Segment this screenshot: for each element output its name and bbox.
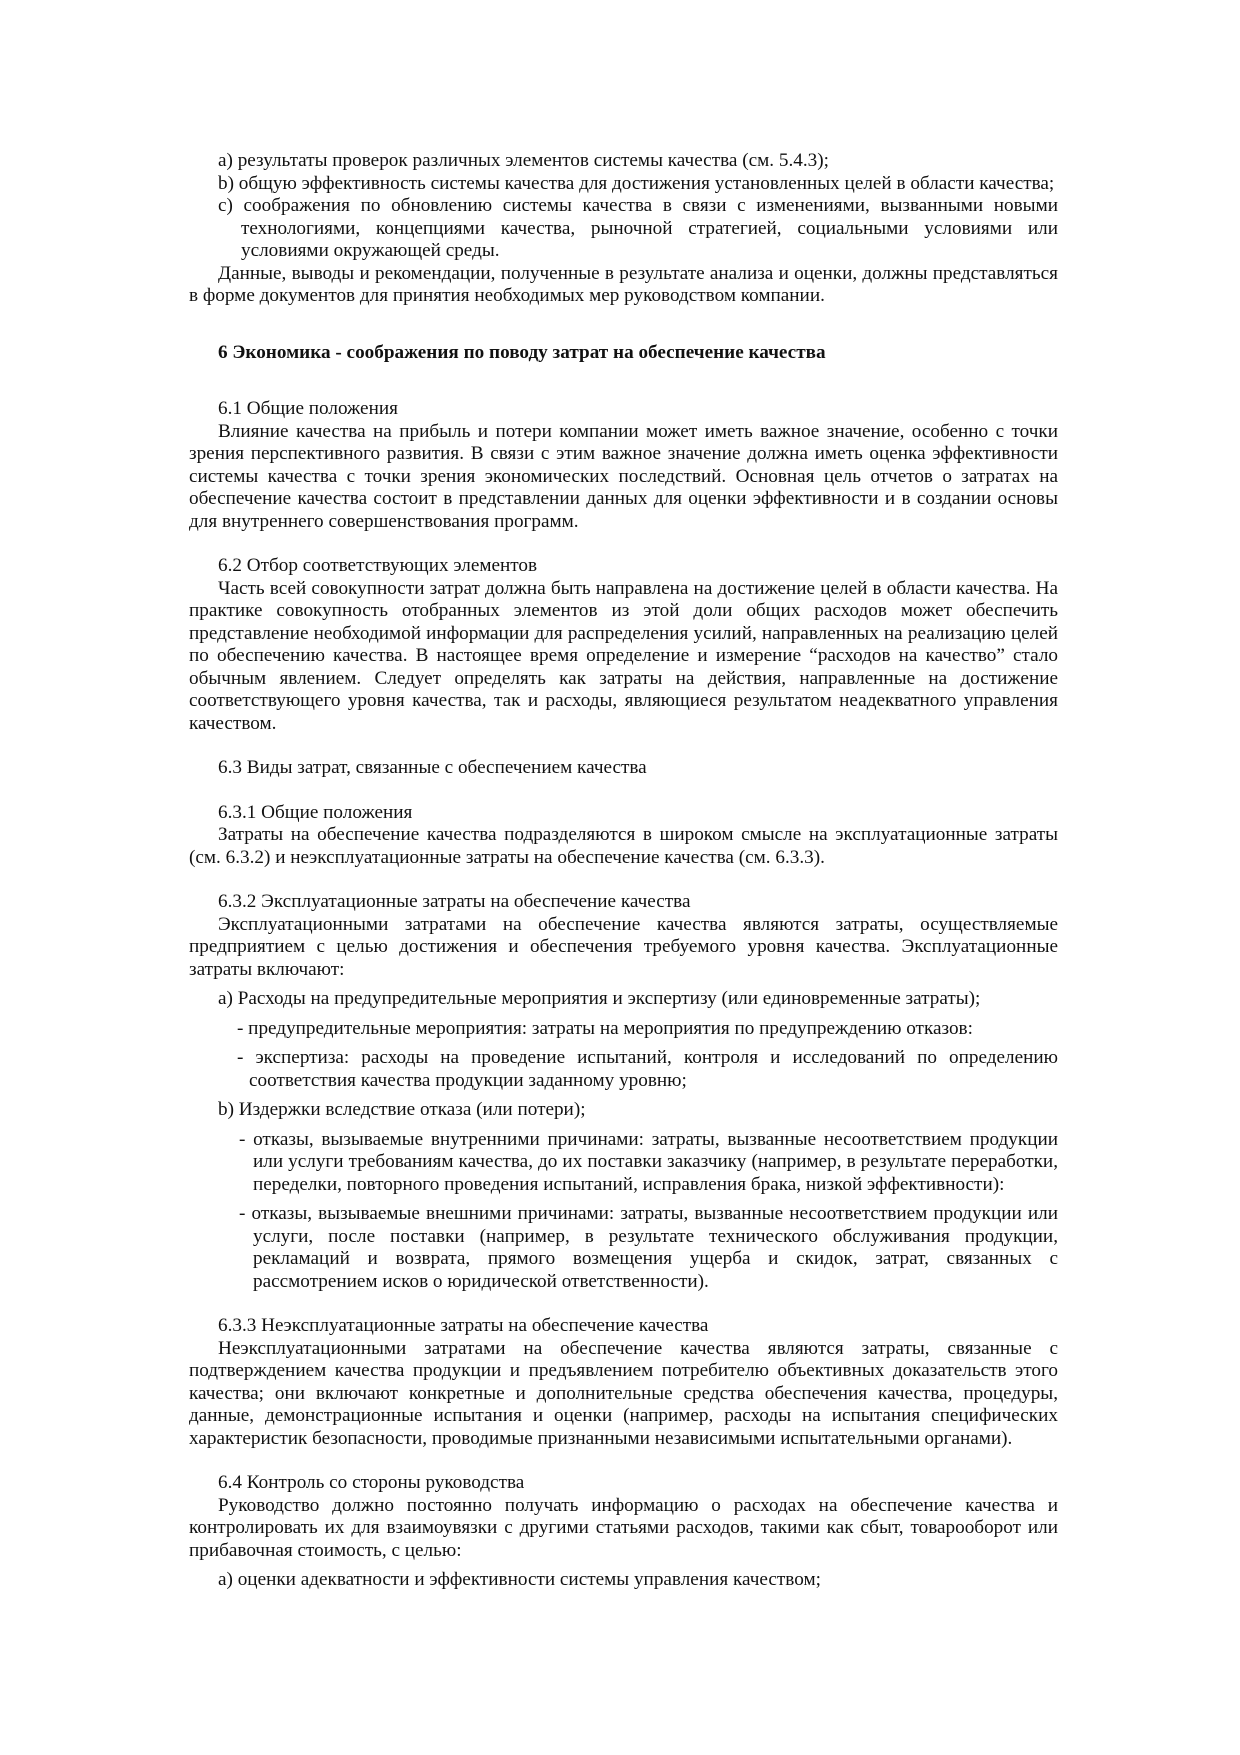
list-item-a: a) результаты проверок различных элементов системы качества (см. 5.4.3);: [218, 150, 829, 171]
section-6-3-2-item-b2: - отказы, вызываемые внешними причинами: затраты, вызванные несоответствием продукции или услуги, после поставки (например, в результате технического обслуживания продукции, рекламаций и возврата, прямого возмещения ущерба и скидок, затрат, связанных с рассмотрением исков о юридической ответственности).: [239, 1203, 1058, 1292]
section-6-3-2-item-b: b) Издержки вследствие отказа (или потери);: [218, 1099, 586, 1120]
section-6-2-text: Часть всей совокупности затрат должна быть направлена на достижение целей в области качества. На практике совокупность отобранных элементов из этой доли общих расходов может обеспечить представление необходимой информации для распределения усилий, направленных на реализацию целей по обеспечению качества. В настоящее время определение и измерение “расходов на качество” стало обычным явлением. Следует определять как затраты на действия, направленные на достижение соответствующего уровня качества, так и расходы, являющиеся результатом неадекватного управления качеством.: [189, 577, 1058, 734]
document-page: [189, 150, 1058, 1592]
section-6-3-2-item-a2: - экспертиза: расходы на проведение испытаний, контроля и исследований по определению соответствия качества продукции заданному уровню;: [237, 1047, 1058, 1091]
section-6-3-2-text: Эксплуатационными затратами на обеспечение качества являются затраты, осуществляемые предприятием с целью достижения и обеспечения требуемого уровня качества. Эксплуатационные затраты включают:: [189, 913, 1058, 980]
section-6-3-1-text: Затраты на обеспечение качества подразделяются в широком смысле на эксплуатационные затраты (см. 6.3.2) и неэксплуатационные затраты на обеспечение качества (см. 6.3.3).: [189, 824, 1058, 868]
section-6-3-2-item-a1: - предупредительные мероприятия: затраты на мероприятия по предупреждению отказов:: [237, 1017, 973, 1039]
section-6-3-3-title: 6.3.3 Неэксплуатационные затраты на обеспечение качества: [218, 1315, 709, 1336]
section-6-4-title: 6.4 Контроль со стороны руководства: [218, 1472, 525, 1493]
section-6-3-2-item-b1: - отказы, вызываемые внутренними причинами: затраты, вызванные несоответствием продукции или услуги требованиям качества, до их поставки заказчику (например, в результате переработки, переделки, повторного проведения испытаний, исправления брака, низкой эффективности):: [239, 1128, 1058, 1195]
intro-conclusion: Данные, выводы и рекомендации, полученные в результате анализа и оценки, должны представляться в форме документов для принятия необходимых мер руководством компании.: [189, 262, 1058, 306]
section-6-3-1-title: 6.3.1 Общие положения: [218, 801, 413, 823]
list-item-c: c) соображения по обновлению системы качества в связи с изменениями, вызванными новыми технологиями, концепциями качества, рыночной стратегией, социальными условиями или условиями окружающей среды.: [218, 195, 1058, 261]
section-6-2-title: 6.2 Отбор соответствующих элементов: [218, 555, 538, 576]
section-6-4-text: Руководство должно постоянно получать информацию о расходах на обеспечение качества и контролировать их для взаимоувязки с другими статьями расходов, такими как сбыт, товарооборот или прибавочная стоимость, с целью:: [189, 1494, 1058, 1561]
section-6-4-item-a: a) оценки адекватности и эффективности системы управления качеством;: [218, 1569, 821, 1590]
list-item-b: b) общую эффективность системы качества для достижения установленных целей в области качества;: [218, 172, 1055, 194]
section-6-3-title: 6.3 Виды затрат, связанные с обеспечением качества: [218, 757, 647, 778]
section-6-1-text: Влияние качества на прибыль и потери компании может иметь важное значение, особенно с точки зрения перспективного развития. В связи с этим важное значение должна иметь оценка эффективности системы качества с точки зрения экономических последствий. Основная цель отчетов о затратах на обеспечение качества состоит в представлении данных для оценки эффективности и в создании основы для внутреннего совершенствования программ.: [189, 420, 1058, 532]
section-6-3-3-text: Неэксплуатационными затратами на обеспечение качества являются затраты, связанные с подтверждением качества продукции и предъявлением потребителю объективных доказательств этого качества; они включают конкретные и дополнительные средства обеспечения качества, процедуры, данные, демонстрационные испытания и оценки (например, расходы на испытания специфических характеристик безопасности, проводимые признанными независимыми испытательными органами).: [189, 1337, 1058, 1449]
section-6-3-2-title: 6.3.2 Эксплуатационные затраты на обеспечение качества: [218, 891, 691, 912]
section-6-3-2-item-a: a) Расходы на предупредительные мероприятия и экспертизу (или единовременные затраты);: [218, 988, 981, 1009]
section-6-1-title: 6.1 Общие положения: [218, 398, 398, 419]
section-6-heading: 6 Экономика - соображения по поводу затрат на обеспечение качества: [218, 341, 826, 363]
